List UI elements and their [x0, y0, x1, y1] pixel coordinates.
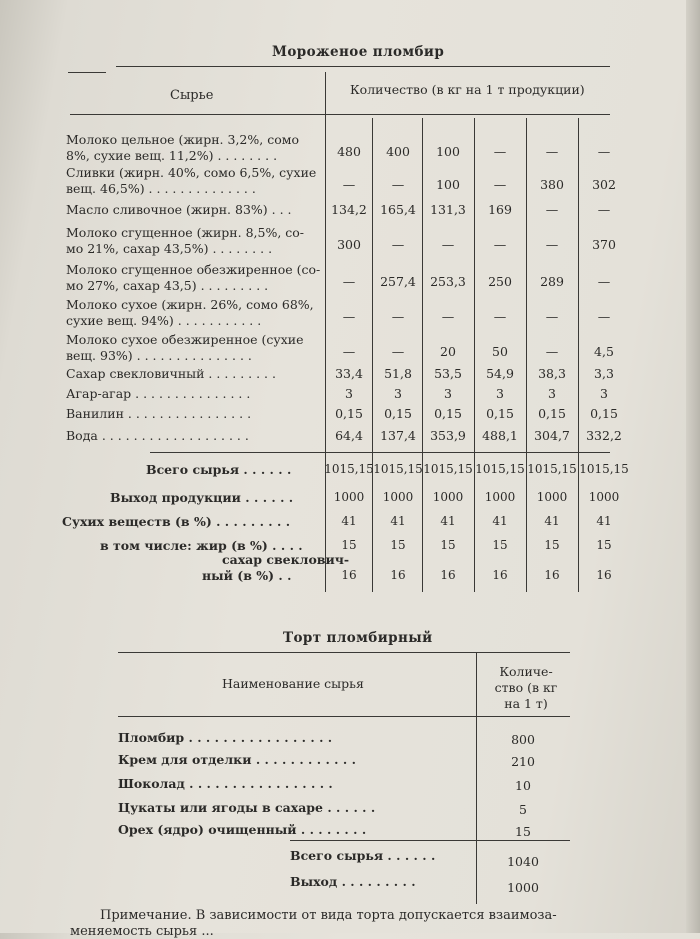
table-cell: — — [342, 177, 356, 192]
table-top-rule — [68, 72, 106, 73]
table-cell: — — [493, 309, 507, 324]
table-cell: 64,4 — [335, 428, 363, 443]
table-cell: 250 — [488, 274, 512, 289]
table-cell: — — [342, 309, 356, 324]
summary-cell: 16 — [544, 568, 560, 582]
table-top-rule — [116, 66, 610, 67]
table-cell: — — [493, 177, 507, 192]
cake-row-label: Цукаты или ягоды в сахаре . . . . . . — [118, 800, 376, 815]
summary-label: ный (в %) . . — [202, 568, 292, 583]
table-cell: 304,7 — [534, 428, 570, 443]
cake-column-header-quantity — [486, 664, 566, 712]
summary-cell: 1000 — [382, 490, 414, 504]
row-label: Молоко сухое обезжиренное (сухие — [66, 332, 304, 347]
row-label: сухие вещ. 94%) . . . . . . . . . . . — [66, 313, 262, 328]
summary-cell: 16 — [596, 568, 612, 582]
summary-cell: 41 — [596, 514, 612, 528]
cake-row-label: Крем для отделки . . . . . . . . . . . . — [118, 752, 356, 767]
cake-row-label: Шоколад . . . . . . . . . . . . . . . . . — [118, 776, 333, 791]
summary-cell: 16 — [492, 568, 508, 582]
summary-cell: 1015,15 — [423, 462, 473, 476]
table-cell: 353,9 — [430, 428, 466, 443]
cake-row-value: 15 — [515, 824, 531, 839]
summary-cell: 41 — [341, 514, 357, 528]
note-line: меняемость сырья ... — [70, 924, 214, 939]
table-cell: 54,9 — [486, 366, 514, 381]
summary-cell: 41 — [544, 514, 560, 528]
summary-cell: 1015,15 — [324, 462, 374, 476]
summary-cell: 41 — [390, 514, 406, 528]
cake-summary-label: Всего сырья . . . . . . — [290, 848, 436, 863]
table-cell: 100 — [436, 144, 460, 159]
table-cell: 38,3 — [538, 366, 566, 381]
table-cell: — — [545, 344, 559, 359]
summary-label: в том числе: жир (в %) . . . . — [100, 538, 303, 553]
row-label: Сливки (жирн. 40%, сомо 6,5%, сухие — [66, 165, 317, 180]
table-cell: — — [493, 144, 507, 159]
table-cell: — — [597, 274, 611, 289]
table-cell: 332,2 — [586, 428, 622, 443]
summary-cell: 15 — [390, 538, 406, 552]
cake-header-rule — [118, 716, 570, 717]
table-cell: 53,5 — [434, 366, 462, 381]
table-cell: — — [597, 202, 611, 217]
table-cell: — — [545, 202, 559, 217]
table-cell: 302 — [592, 177, 616, 192]
row-label: Молоко сгущенное обезжиренное (со- — [66, 262, 321, 277]
summary-cell: 1000 — [536, 490, 568, 504]
summary-cell: 1015,15 — [475, 462, 525, 476]
summary-cell: 41 — [440, 514, 456, 528]
row-label: мо 27%, сахар 43,5) . . . . . . . . . — [66, 278, 269, 293]
row-label: Масло сливочное (жирн. 83%) . . . — [66, 202, 292, 217]
summary-cell: 1015,15 — [373, 462, 423, 476]
table-cell: 165,4 — [380, 202, 416, 217]
table-cell: — — [545, 237, 559, 252]
table-cell: 0,15 — [335, 406, 363, 421]
table-cell: 488,1 — [482, 428, 518, 443]
summary-cell: 15 — [596, 538, 612, 552]
table-cell: — — [391, 237, 405, 252]
table-cell: — — [597, 309, 611, 324]
table-cell: 257,4 — [380, 274, 416, 289]
table-cell: 289 — [540, 274, 564, 289]
summary-cell: 1000 — [333, 490, 365, 504]
cake-row-label: Орех (ядро) очищенный . . . . . . . . — [118, 822, 367, 837]
row-label: Молоко цельное (жирн. 3,2%, сомо — [66, 132, 299, 147]
table-cell: 33,4 — [335, 366, 363, 381]
header-bottom-rule — [70, 114, 610, 115]
table-cell: — — [493, 237, 507, 252]
table-cell: 134,2 — [331, 202, 367, 217]
table-cell: 0,15 — [590, 406, 618, 421]
cake-summary-value: 1040 — [507, 854, 539, 869]
table-cell: 100 — [436, 177, 460, 192]
table-cell: 400 — [386, 144, 410, 159]
row-label: Ванилин . . . . . . . . . . . . . . . . — [66, 406, 252, 421]
table-cell: 370 — [592, 237, 616, 252]
table-cell: — — [545, 309, 559, 324]
table-cell: — — [391, 309, 405, 324]
page-edge — [686, 0, 700, 933]
cake-row-value: 210 — [511, 754, 535, 769]
column-header-quantity: Количество (в кг на 1 т продукции) — [350, 82, 585, 97]
summary-label: Всего сырья . . . . . . — [146, 462, 292, 477]
summary-cell: 16 — [440, 568, 456, 582]
ice-cream-table-title: Мороженое пломбир — [272, 44, 445, 60]
table-cell: — — [545, 144, 559, 159]
summary-cell: 1000 — [588, 490, 620, 504]
summary-label: сахар свеклович- — [222, 552, 350, 567]
cake-row-label: Пломбир . . . . . . . . . . . . . . . . . — [118, 730, 333, 745]
table-cell: — — [441, 309, 455, 324]
table-cell: — — [342, 274, 356, 289]
summary-cell: 41 — [492, 514, 508, 528]
table-cell: 3 — [394, 386, 402, 401]
table-cell: 480 — [337, 144, 361, 159]
table-cell: 0,15 — [434, 406, 462, 421]
table-cell: 3 — [444, 386, 452, 401]
cake-summary-label: Выход . . . . . . . . . — [290, 874, 416, 889]
table-cell: 0,15 — [384, 406, 412, 421]
cake-row-value: 800 — [511, 732, 535, 747]
row-label: Агар-агар . . . . . . . . . . . . . . . — [66, 386, 251, 401]
cake-summary-value: 1000 — [507, 880, 539, 895]
table-cell: 137,4 — [380, 428, 416, 443]
cake-table-title: Торт пломбирный — [283, 630, 433, 646]
summary-cell: 16 — [390, 568, 406, 582]
cake-row-value: 10 — [515, 778, 531, 793]
row-label: 8%, сухие вещ. 11,2%) . . . . . . . . — [66, 148, 278, 163]
row-label: вещ. 46,5%) . . . . . . . . . . . . . . — [66, 181, 256, 196]
table-cell: 131,3 — [430, 202, 466, 217]
cake-column-header-name: Наименование сырья — [222, 676, 364, 691]
cake-column-divider — [476, 652, 477, 904]
totals-rule — [150, 452, 610, 453]
summary-cell: 15 — [492, 538, 508, 552]
summary-cell: 15 — [440, 538, 456, 552]
summary-cell: 16 — [341, 568, 357, 582]
cake-qty-header-line: ство (в кг — [494, 680, 558, 695]
table-cell: 300 — [337, 237, 361, 252]
cake-totals-rule — [290, 840, 570, 841]
table-cell: 0,15 — [538, 406, 566, 421]
summary-cell: 1000 — [484, 490, 516, 504]
cake-top-rule — [118, 652, 570, 653]
cake-qty-header-line: на 1 т) — [504, 696, 548, 711]
summary-label: Сухих веществ (в %) . . . . . . . . . — [62, 514, 291, 529]
summary-cell: 15 — [544, 538, 560, 552]
cake-row-value: 5 — [519, 802, 527, 817]
table-cell: — — [391, 177, 405, 192]
table-cell: — — [342, 344, 356, 359]
table-cell: 4,5 — [594, 344, 614, 359]
row-label: Вода . . . . . . . . . . . . . . . . . . . — [66, 428, 249, 443]
table-cell: 253,3 — [430, 274, 466, 289]
column-header-raw: Сырье — [170, 88, 214, 103]
row-label: мо 21%, сахар 43,5%) . . . . . . . . — [66, 241, 273, 256]
table-cell: — — [391, 344, 405, 359]
table-cell: — — [597, 144, 611, 159]
table-cell: 50 — [492, 344, 508, 359]
row-label: Молоко сгущенное (жирн. 8,5%, со- — [66, 225, 305, 240]
cake-qty-header-line: Количе- — [499, 664, 553, 679]
row-label: Молоко сухое (жирн. 26%, сомо 68%, — [66, 297, 314, 312]
table-cell: 3 — [345, 386, 353, 401]
summary-cell: 1015,15 — [527, 462, 577, 476]
table-cell: 169 — [488, 202, 512, 217]
table-cell: 3 — [496, 386, 504, 401]
summary-cell: 1015,15 — [579, 462, 629, 476]
row-label: вещ. 93%) . . . . . . . . . . . . . . . — [66, 348, 252, 363]
note-line: Примечание. В зависимости от вида торта допускается взаимоза- — [100, 908, 557, 923]
row-label: Сахар свекловичный . . . . . . . . . — [66, 366, 276, 381]
table-cell: — — [441, 237, 455, 252]
summary-cell: 15 — [341, 538, 357, 552]
table-cell: 3,3 — [594, 366, 614, 381]
table-cell: 380 — [540, 177, 564, 192]
table-cell: 20 — [440, 344, 456, 359]
table-cell: 3 — [600, 386, 608, 401]
summary-label: Выход продукции . . . . . . — [110, 490, 294, 505]
summary-cell: 1000 — [432, 490, 464, 504]
table-cell: 51,8 — [384, 366, 412, 381]
table-cell: 3 — [548, 386, 556, 401]
table-cell: 0,15 — [486, 406, 514, 421]
